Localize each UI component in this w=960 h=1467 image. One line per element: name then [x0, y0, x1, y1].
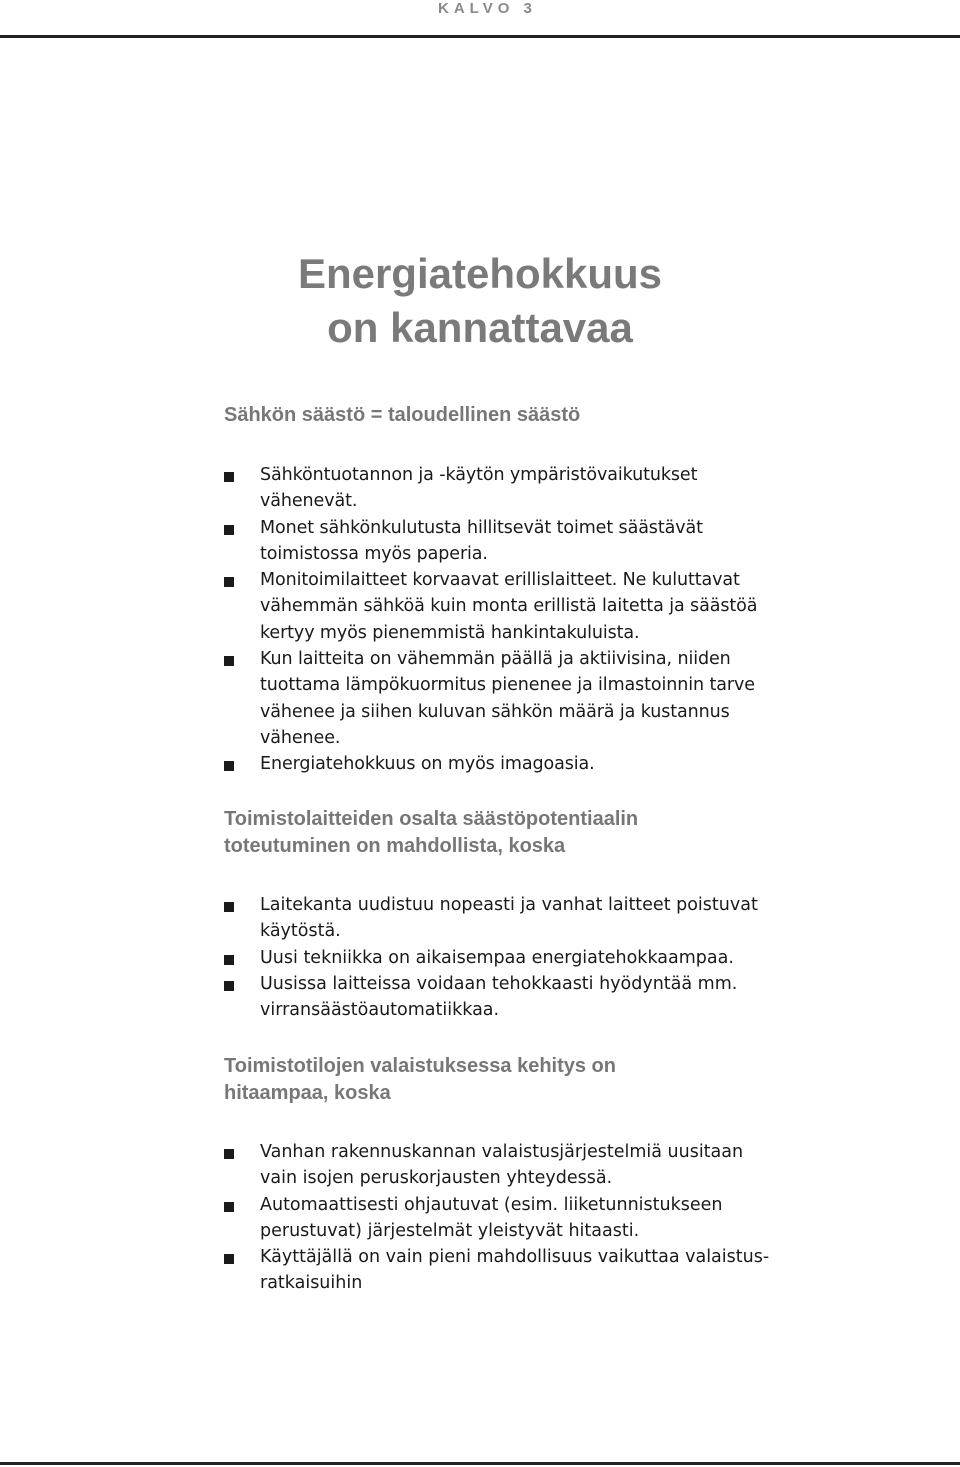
list-item-text: Uusi tekniikka on aikaisempaa energiatehokkaampaa. [260, 947, 734, 968]
list-item [224, 1139, 784, 1192]
page-title-line-2: on kannattavaa [327, 304, 633, 351]
top-rule [0, 35, 960, 38]
bottom-rule [0, 1462, 960, 1465]
page-title-line-1: Energiatehokkuus [297, 250, 663, 297]
list-item-text: Käyttäjällä on vain pieni mahdollisuus vaikuttaa valaistus-ratkaisuihin [260, 1247, 770, 1294]
bullet-list-savings [224, 462, 784, 778]
list-item-text: Monet sähkönkulutusta hillitsevät toimet säästävät toimistossa myös paperia. [260, 517, 703, 564]
list-item [224, 646, 784, 751]
list-item [224, 945, 784, 971]
list-item-text: Uusissa laitteissa voidaan tehokkaasti hyödyntää mm. virransäästöautomatiikkaa. [260, 973, 738, 1021]
square-bullet-icon [224, 525, 234, 535]
running-head: KALVO 3 [438, 0, 537, 17]
list-item-text: Laitekanta uudistuu nopeasti ja vanhat laitteet poistuvat käytöstä. [260, 895, 758, 942]
list-item [224, 751, 784, 777]
section-heading-line: hitaampaa, koska [224, 1082, 391, 1104]
list-item-text: Monitoimilaitteet korvaavat erillislaitteet. Ne kuluttavat vähemmän sähköä kuin monta erillistä laitetta ja säästöä kertyy myös pienemmistä hankintakuluista. [260, 570, 758, 643]
list-item [224, 1244, 784, 1297]
list-item-text: Sähköntuotannon ja -käytön ympäristövaikutukset vähenevät. [260, 465, 698, 512]
list-item-text: Energiatehokkuus on myös imagoasia. [260, 754, 595, 775]
list-item [224, 971, 784, 1024]
bullet-list-office-equipment [224, 892, 784, 1023]
list-item-text: Vanhan rakennuskannan valaistusjärjestelmiä uusitaan vain isojen peruskorjausten yhteydessä. [260, 1142, 744, 1189]
section-heading-line: Toimistotilojen valaistuksessa kehitys on [224, 1055, 616, 1077]
square-bullet-icon [224, 902, 234, 912]
square-bullet-icon [224, 1254, 234, 1264]
square-bullet-icon [224, 472, 234, 482]
page-title [0, 247, 960, 355]
list-item-text: Kun laitteita on vähemmän päällä ja aktiivisina, niiden tuottama lämpökuormitus pienenee ja ilmastoinnin tarve vähenee ja siihen kuluvan sähkön määrä ja kustannus vähenee. [260, 649, 755, 748]
list-item [224, 515, 784, 568]
section-heading-line: toteutuminen on mahdollista, koska [224, 835, 566, 857]
section-heading-line: Toimistolaitteiden osalta säästöpotentiaalin [224, 808, 639, 830]
section-heading-office-equipment [224, 806, 844, 860]
square-bullet-icon [224, 577, 234, 587]
square-bullet-icon [224, 1149, 234, 1159]
square-bullet-icon [224, 1202, 234, 1212]
square-bullet-icon [224, 981, 234, 991]
list-item-text: Automaattisesti ohjautuvat (esim. liiketunnistukseen perustuvat) järjestelmät yleistyvät hitaasti. [260, 1194, 723, 1241]
list-item [224, 567, 784, 646]
section-heading-line: Sähkön säästö = taloudellinen säästö [224, 404, 581, 426]
square-bullet-icon [224, 656, 234, 666]
square-bullet-icon [224, 955, 234, 965]
list-item [224, 892, 784, 945]
list-item [224, 1192, 784, 1245]
bullet-list-lighting [224, 1139, 784, 1297]
square-bullet-icon [224, 761, 234, 771]
list-item [224, 462, 784, 515]
section-heading-lighting [224, 1053, 844, 1107]
section-heading-savings [224, 402, 844, 429]
